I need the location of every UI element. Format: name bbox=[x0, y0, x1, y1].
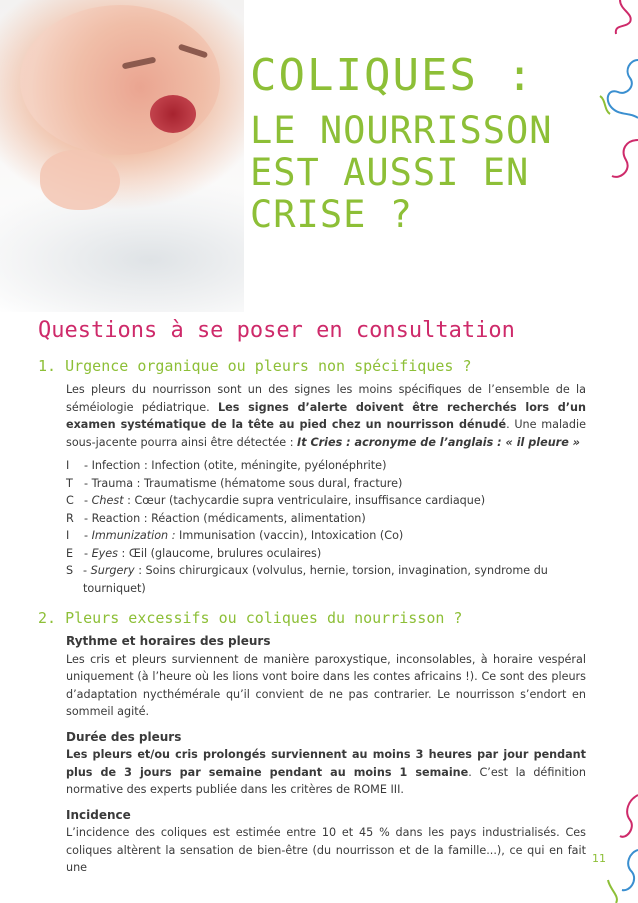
main-content bbox=[38, 318, 586, 877]
acronym-row bbox=[66, 457, 586, 475]
acronym-separator: - bbox=[84, 529, 92, 542]
acronym-letter: I bbox=[66, 459, 70, 472]
acronym-term: Eyes bbox=[91, 546, 118, 560]
acronym-row bbox=[66, 562, 586, 597]
incidence-heading: Incidence bbox=[66, 807, 131, 822]
acronym-description: : Cœur (tachycardie supra ventriculaire, insuffisance cardiaque) bbox=[123, 494, 486, 507]
incidence-paragraph: L’incidence des coliques est estimée entre 10 et 45 % dans les pays industrialisés. Ces coliques altèrent la sensation de bien-être (du nourrisson et de la famille...), ce qui en fait une bbox=[66, 826, 586, 874]
baby-mouth bbox=[150, 95, 196, 133]
acronym-separator: - bbox=[84, 459, 92, 472]
q1-text-part1: Les pleurs du nourrisson sont un des signes les moins spécifiques de l’ensemble de la séméiologie pédiatrique. bbox=[66, 383, 586, 414]
question-2-body bbox=[38, 633, 586, 877]
baby-hand bbox=[40, 150, 120, 210]
title-line-1: COLIQUES : bbox=[250, 50, 535, 101]
acronym-letter: R bbox=[66, 511, 74, 525]
acronym-text bbox=[84, 510, 366, 528]
acronym-description: Trauma : Traumatisme (hématome sous dural, fracture) bbox=[91, 476, 403, 490]
duree-heading: Durée des pleurs bbox=[66, 729, 182, 744]
acronym-separator: - bbox=[84, 546, 92, 560]
question-2-heading: 2. Pleurs excessifs ou coliques du nourrisson ? bbox=[38, 609, 463, 627]
acronym-letter: E bbox=[66, 546, 74, 560]
acronym-letter: I bbox=[66, 529, 70, 542]
duree-text: . C’est la définition normative des experts publiée dans les critères de ROME III. bbox=[66, 765, 586, 796]
title-line-3: EST AUSSI EN bbox=[250, 151, 530, 194]
duree-bold-text: Les pleurs et/ou cris prolongés surviennent au moins 3 heures par jour pendant plus de 3 jours par semaine pendant au moins 1 semaine bbox=[66, 748, 586, 779]
page-title bbox=[250, 50, 553, 236]
rythme-paragraph: Les cris et pleurs surviennent de manière paroxystique, inconsolables, à horaire vespéral uniquement (à l’heure où les lions vont boire dans les contes africains !). Ce sont des pleurs d’adaptation nycthémérale qu’il convient de ne pas contrarier. Le nourrisson s’endort en sommeil agité. bbox=[66, 652, 586, 718]
acronym-separator: - bbox=[83, 564, 91, 577]
acronym-text bbox=[84, 545, 321, 563]
acronym-term: Surgery bbox=[90, 564, 135, 577]
rythme-heading: Rythme et horaires des pleurs bbox=[66, 634, 271, 648]
acronym-description: : Soins chirurgicaux (volvulus, hernie, torsion, invagination, syndrome du tourniquet) bbox=[83, 564, 548, 595]
acronym-term: Immunization : bbox=[91, 529, 176, 542]
puzzle-decoration-icon bbox=[590, 0, 638, 903]
acronym-row bbox=[66, 510, 586, 528]
q1-bold-text: Les signes d’alerte doivent être recherchés lors d’un examen systématique de la tête au pied chez un nourrisson dénudé bbox=[66, 400, 586, 431]
crying-baby-photo bbox=[0, 0, 244, 312]
acronym-separator: - bbox=[84, 511, 92, 525]
q1-text-part2: . Une maladie sous-jacente pourra ainsi être détectée : bbox=[66, 418, 587, 449]
acronym-row bbox=[66, 475, 586, 493]
title-line-4: CRISE ? bbox=[250, 193, 413, 236]
page-number: 11 bbox=[592, 852, 606, 865]
acronym-row bbox=[66, 492, 586, 510]
acronym-description: Immunisation (vaccin), Intoxication (Co) bbox=[175, 529, 404, 542]
section-title: Questions à se poser en consultation bbox=[38, 318, 515, 343]
acronym-text bbox=[83, 562, 586, 597]
q1-acronym-intro: It Cries : acronyme de l’anglais : « il pleure » bbox=[297, 435, 580, 449]
acronym-letter: S bbox=[66, 564, 74, 577]
acronym-text bbox=[84, 492, 485, 510]
question-1-paragraph bbox=[38, 381, 586, 451]
question-1-heading: 1. Urgence organique ou pleurs non spécifiques ? bbox=[38, 357, 472, 375]
acronym-text bbox=[84, 527, 403, 545]
acronym-term: Chest bbox=[91, 494, 124, 507]
acronym-row bbox=[66, 527, 586, 545]
acronym-description: Reaction : Réaction (médicaments, alimentation) bbox=[91, 511, 366, 525]
acronym-description: Infection : Infection (otite, méningite, pyélonéphrite) bbox=[91, 459, 387, 472]
acronym-separator: - bbox=[84, 494, 92, 507]
title-line-2: LE NOURRISSON bbox=[250, 109, 553, 152]
acronym-separator: - bbox=[84, 476, 92, 490]
duree-paragraph bbox=[66, 746, 586, 799]
acronym-letter: C bbox=[66, 494, 74, 507]
acronym-text bbox=[84, 475, 402, 493]
baby-face bbox=[20, 5, 220, 155]
acronym-text bbox=[84, 457, 386, 475]
acronym-row bbox=[66, 545, 586, 563]
acronym-letter: T bbox=[66, 476, 73, 490]
acronym-description: : Œil (glaucome, brulures oculaires) bbox=[118, 546, 322, 560]
acronym-list bbox=[38, 457, 586, 597]
